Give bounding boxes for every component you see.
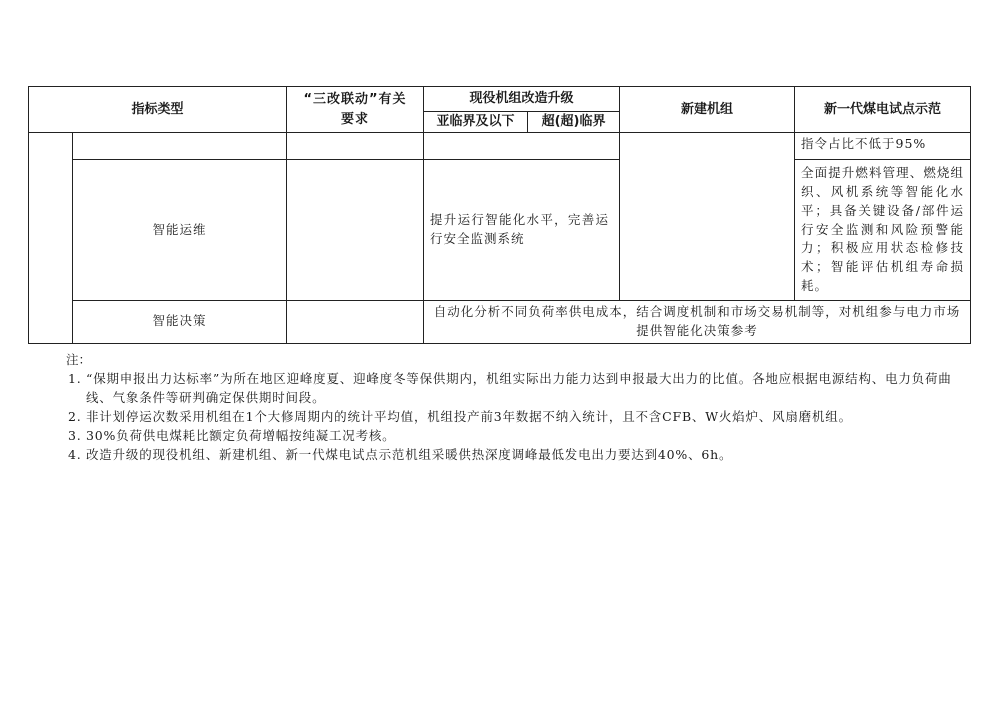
note-text: 改造升级的现役机组、新建机组、新一代煤电试点示范机组采暖供热深度调峰最低发电出力要达到40%、6h。 [86, 447, 733, 462]
row-name [73, 144, 286, 148]
demo-cell [795, 133, 971, 160]
header-three-reforms [287, 87, 424, 133]
header-new-units: 新建机组 [620, 87, 795, 133]
row-name-cell [73, 160, 287, 301]
note-number: 4. [68, 447, 82, 462]
header-row-1 [29, 87, 971, 112]
note-number: 2. [68, 409, 82, 424]
header-supercritical: 超(超)临界 [528, 112, 620, 133]
note-text: 30%负荷供电煤耗比额定负荷增幅按纯凝工况考核。 [86, 428, 396, 443]
three-reforms-text [287, 144, 423, 148]
table-row [29, 133, 971, 160]
note-item [68, 426, 968, 445]
three-reforms-cell [287, 301, 424, 344]
three-reforms-cell [287, 160, 424, 301]
notes-title: 注： [66, 352, 92, 367]
three-reforms-text [287, 320, 423, 324]
demo-text: 指令占比不低于95% [801, 136, 927, 151]
header-subcritical: 亚临界及以下 [424, 112, 528, 133]
new-units-cell [620, 133, 795, 301]
header-new-gen-demo: 新一代煤电试点示范 [795, 87, 971, 133]
indicator-table [28, 86, 971, 344]
row-name-cell [73, 301, 287, 344]
header-three-reforms-label: “三改联动”有关要求 [303, 92, 407, 127]
note-item [68, 407, 968, 426]
header-indicator-type: 指标类型 [29, 87, 287, 133]
merged-requirement-text: 自动化分析不同负荷率供电成本，结合调度机制和市场交易机制等，对机组参与电力市场提供智能化决策参考 [433, 304, 961, 338]
note-item [68, 445, 968, 464]
category-cell [29, 133, 73, 344]
existing-upgrade-text: 提升运行智能化水平，完善运行安全监测系统 [430, 212, 610, 246]
three-reforms-text [287, 228, 423, 232]
row-name: 智能运维 [152, 221, 207, 237]
row-name: 智能决策 [152, 313, 207, 329]
note-number: 1. [68, 371, 82, 386]
merged-requirement-cell [424, 301, 971, 344]
demo-cell [795, 160, 971, 301]
existing-upgrade-text [424, 144, 619, 148]
row-name-cell [73, 133, 287, 160]
table-row [29, 160, 971, 301]
notes-section [68, 350, 968, 464]
existing-upgrade-cell [424, 133, 620, 160]
demo-text: 全面提升燃料管理、燃烧组织、风机系统等智能化水平；具备关键设备/部件运行安全监测和风险预警能力；积极应用状态检修技术；智能评估机组寿命损耗。 [801, 165, 965, 293]
header-existing-upgrade: 现役机组改造升级 [424, 87, 620, 112]
note-item [68, 369, 968, 407]
existing-upgrade-cell [424, 160, 620, 301]
three-reforms-cell [287, 133, 424, 160]
note-text: 非计划停运次数采用机组在1个大修周期内的统计平均值，机组投产前3年数据不纳入统计，且不含CFB、W火焰炉、风扇磨机组。 [86, 409, 852, 424]
table-row [29, 301, 971, 344]
note-number: 3. [68, 428, 82, 443]
note-text: “保期申报出力达标率”为所在地区迎峰度夏、迎峰度冬等保供期内，机组实际出力能力达到申报最大出力的比值。各地应根据电源结构、电力负荷曲线、气象条件等研判确定保供期时间段。 [86, 371, 952, 405]
